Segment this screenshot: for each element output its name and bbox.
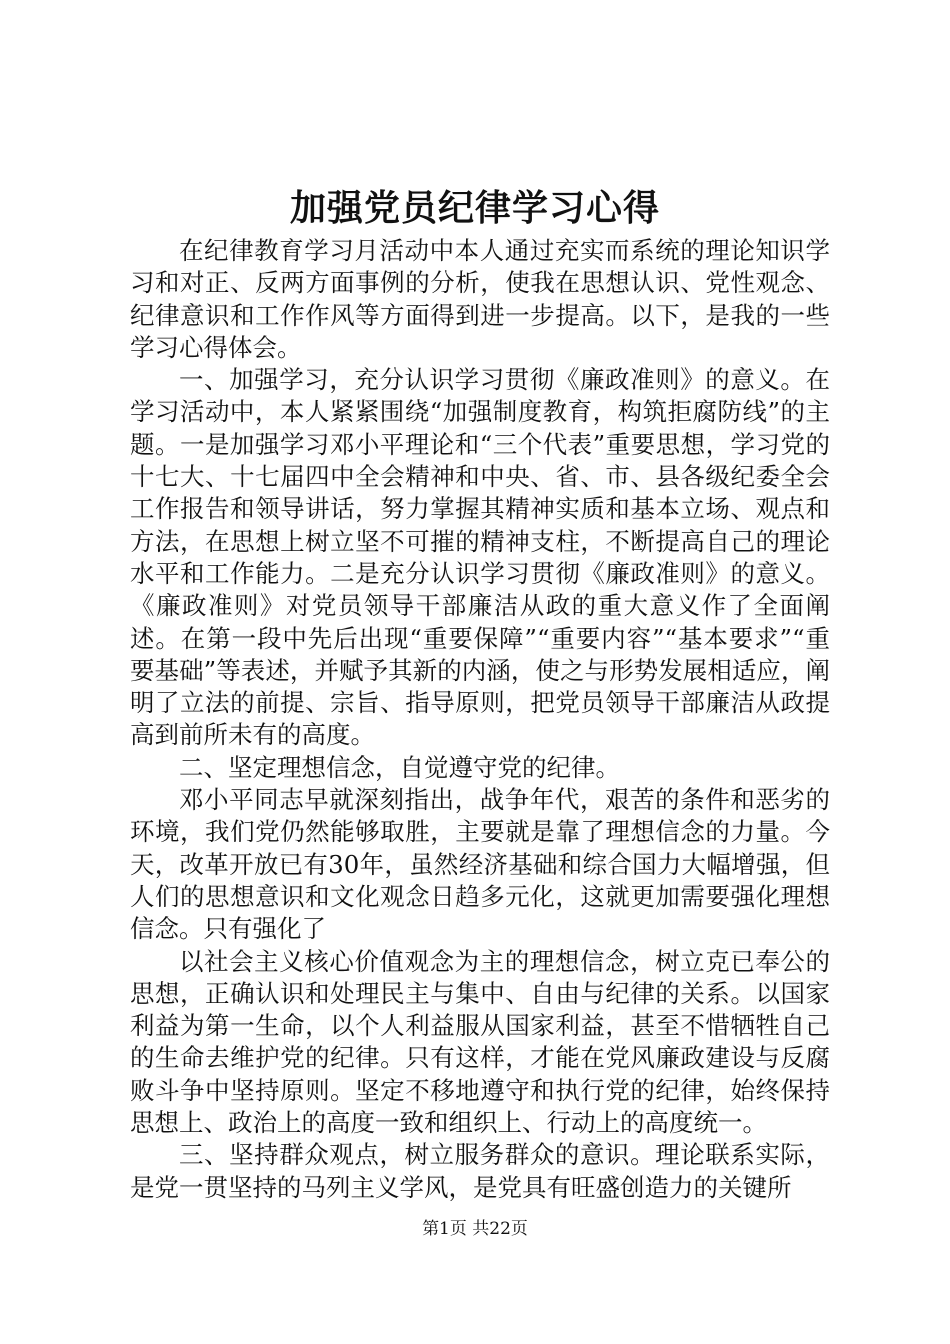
page-title: 加强党员纪律学习心得	[289, 187, 660, 229]
section-two-heading: 二、坚定理想信念，自觉遵守党的纪律。	[179, 752, 620, 782]
document-body	[130, 235, 830, 1204]
page-footer: 第1页 共22页	[422, 1219, 528, 1239]
section-three-paragraph: 三、坚持群众观点，树立服务群众的意识。理论联系实际，是党一贯坚持的马列主义学风，是党具有旺盛创造力的关键所	[130, 1140, 830, 1202]
section-two-continuation-paragraph: 以社会主义核心价值观念为主的理想信念，树立克已奉公的思想，正确认识和处理民主与集中、自由与纪律的关系。以国家利益为第一生命，以个人利益服从国家利益，甚至不惜牺牲自己的生命去维护党的纪律。只有这样，才能在党风廉政建设与反腐败斗争中坚持原则。坚定不移地遵守和执行党的纪律，始终保持思想上、政治上的高度一致和组织上、行动上的高度统一。	[130, 946, 830, 1138]
intro-paragraph: 在纪律教育学习月活动中本人通过充实而系统的理论知识学习和对正、反两方面事例的分析，使我在思想认识、党性观念、纪律意识和工作作风等方面得到进一步提高。以下，是我的一些学习心得体会。	[130, 236, 830, 362]
section-one-paragraph: 一、加强学习，充分认识学习贯彻《廉政准则》的意义。在学习活动中，本人紧紧围绕“加强制度教育，构筑拒腐防线”的主题。一是加强学习邓小平理论和“三个代表”重要思想，学习党的十七大、十七届四中全会精神和中央、省、市、县各级纪委全会工作报告和领导讲话，努力掌握其精神实质和基本立场、观点和方法，在思想上树立坚不可摧的精神支柱，不断提高自己的理论水平和工作能力。二是充分认识学习贯彻《廉政准则》的意义。《廉政准则》对党员领导干部廉洁从政的重大意义作了全面阐述。在第一段中先后出现“重要保障”“重要内容”“基本要求”“重要基础”等表述，并赋予其新的内涵，使之与形势发展相适应，阐明了立法的前提、宗旨、指导原则，把党员领导干部廉洁从政提高到前所未有的高度。	[130, 365, 830, 750]
section-two-paragraph: 邓小平同志早就深刻指出，战争年代，艰苦的条件和恶劣的环境，我们党仍然能够取胜，主要就是靠了理想信念的力量。今天，改革开放已有30年，虽然经济基础和综合国力大幅增强，但人们的思想意识和文化观念日趋多元化，这就更加需要强化理想信念。只有强化了	[130, 785, 830, 944]
